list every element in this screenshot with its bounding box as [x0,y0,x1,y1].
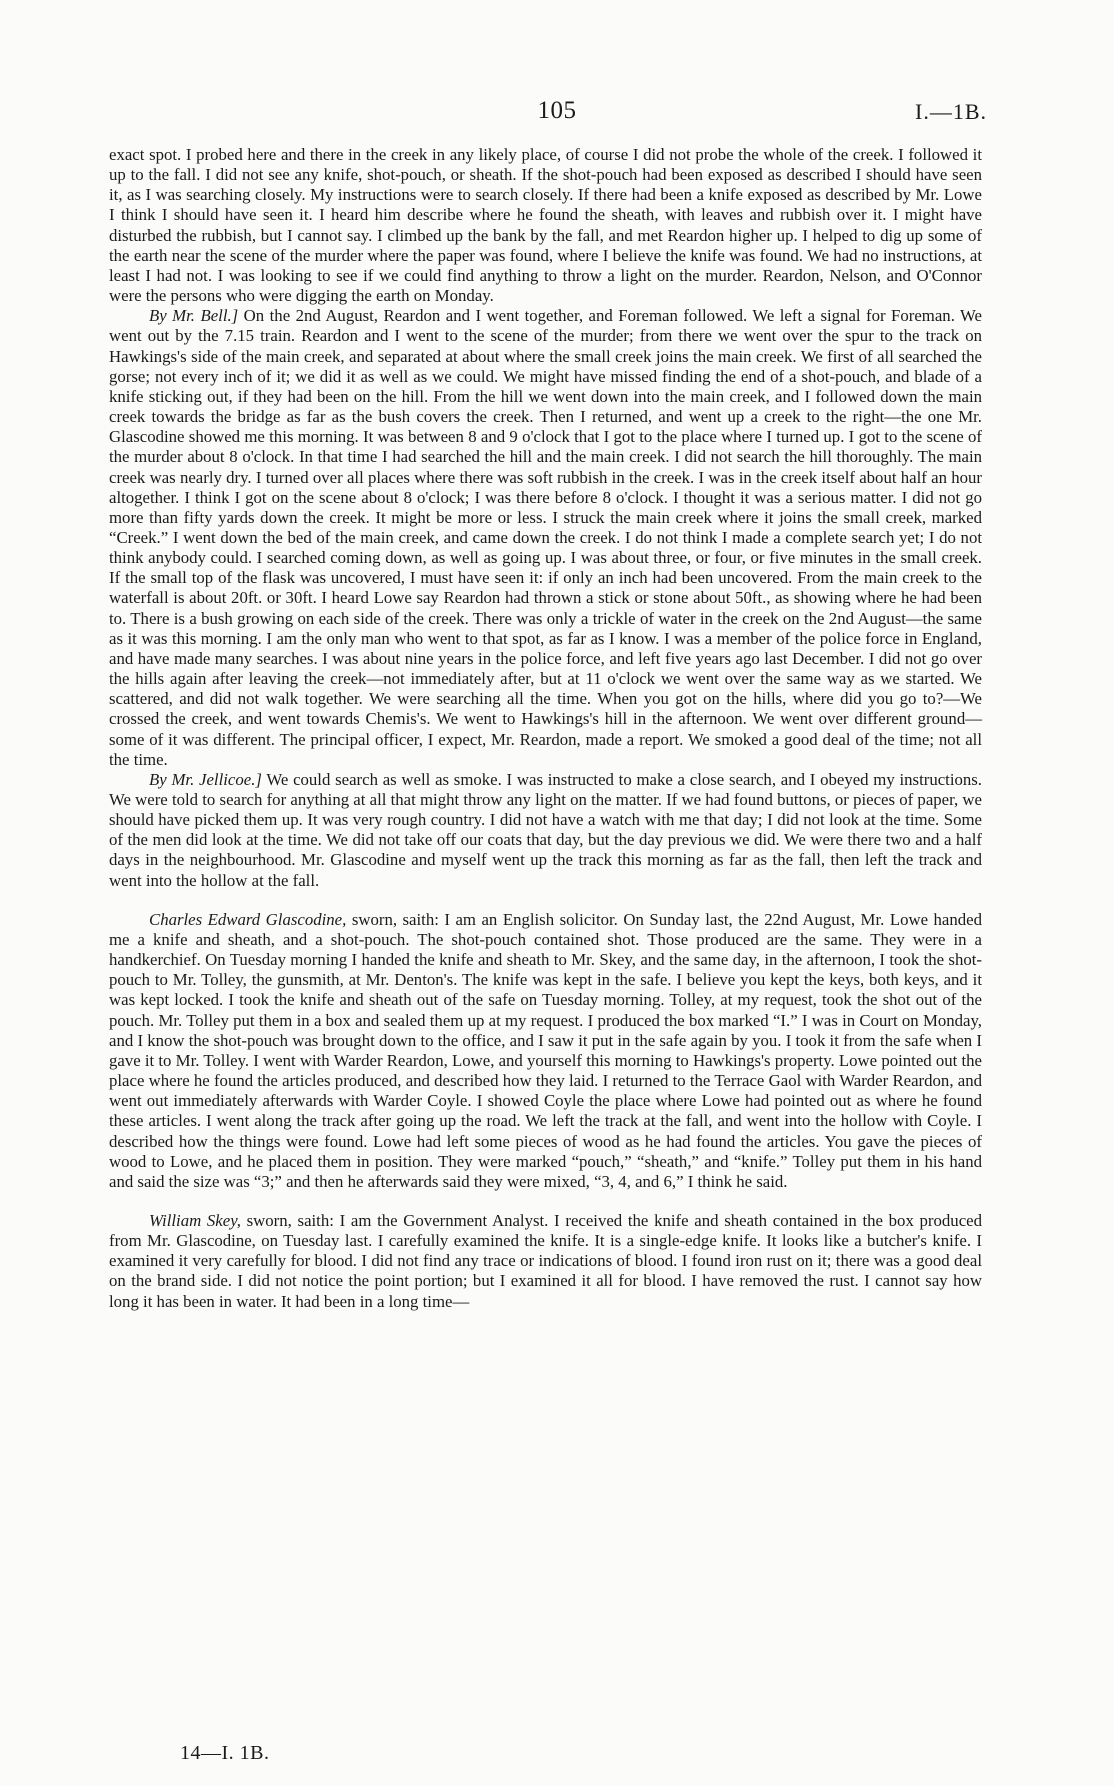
paragraph-text: On the 2nd August, Reardon and I went together, and Foreman followed. We left a signal for Foreman. We went out by the 7.15 train. Reardon and I went to the scene of the murder; from there we went over the spur to the track on Hawkings's side of the main creek, and separated at about where the small creek joins the main creek. We first of all searched the gorse; not every inch of it; we did it as well as we could. We might have missed finding the end of a shot-pouch, and blade of a knife sticking out, if they had been on the hill. From the hill we went down into the main creek, and I followed down the main creek towards the bridge as far as the bush covers the creek. Then I returned, and went up a creek to the right—the one Mr. Glascodine showed me this morning. It was between 8 and 9 o'clock that I got to the place where I turned up. I got to the scene of the murder about 8 o'clock. In that time I had searched the hill and the main creek. I did not search the hill thoroughly. The main creek was nearly dry. I turned over all places where there was soft rubbish in the creek. I was in the creek itself about half an hour altogether. I think I got on the scene about 8 o'clock; I was there before 8 o'clock. I thought it was a serious matter. I did not go more than fifty yards down the creek. It might be more or less. I struck the main creek where it joins the small creek, marked “Creek.” I went down the bed of the main creek, and came down the creek. I do not think I made a complete search yet; I do not think anybody could. I searched coming down, as well as going up. I was about three, or four, or five minutes in the small creek. If the small top of the flask was uncovered, I must have seen it: if only an inch had been uncovered. From the main creek to the waterfall is about 20ft. or 30ft. I heard Lowe say Reardon had thrown a stick or stone about 50ft., as showing where he had been to. There is a bush growing on each side of the creek. There was only a trickle of water in the creek on the 2nd August—the same as it was this morning. I am the only man who went to that spot, as far as I know. I was a member of the police force in England, and have made many searches. I was about nine years in the police force, and left five years ago last December. I did not go over the hills again after leaving the creek—not immediately after, but at 11 o'clock we went over the same way as we started. We scattered, and did not walk together. We were searching all the time. When you got on the hills, where did you go to?—We crossed the creek, and went towards Chemis's. We went to Hawkings's hill in the afternoon. We went over different ground—some of it was different. The principal officer, I expect, Mr. Reardon, made a report. We smoked a good deal of the time; not all the time. [109,306,982,769]
examiner-lead: By Mr. Bell.] [149,306,239,326]
paragraph-text: sworn, saith: I am an English solicitor. On Sunday last, the 22nd August, Mr. Lowe handed me a knife and sheath, and a shot-pouch. The shot-pouch contained shot. Those produced are the same. They were in a handkerchief. On Tuesday morning I handed the knife and sheath to Mr. Skey, and the same day, in the afternoon, I took the shot-pouch to Mr. Tolley, the gunsmith, at Mr. Denton's. The knife was kept in the safe. I believe you kept the keys, both keys, and it was kept locked. I took the knife and sheath out of the safe on Tuesday morning. Tolley, at my request, took the shot out of the pouch. Mr. Tolley put them in a box and sealed them up at my request. I produced the box marked “I.” I was in Court on Monday, and I know the shot-pouch was brought down to the office, and I saw it put in the safe again by you. I took it from the safe when I gave it to Mr. Tolley. I went with Warder Reardon, Lowe, and yourself this morning to Hawkings's property. Lowe pointed out the place where he found the articles produced, and described how they laid. I returned to the Terrace Gaol with Warder Reardon, and went out immediately afterwards with Warder Coyle. I showed Coyle the place where Lowe had pointed out as where he found these articles. I went along the track after going up the road. We left the track at the fall, and went into the hollow with Coyle. I described how the things were found. Lowe had left some pieces of wood as he had found the articles. You gave the pieces of wood to Lowe, and he placed them in position. They were marked “pouch,” “sheath,” and “knife.” Tolley put them in his hand and said the size was “3;” and then he afterwards said they were mixed, “3, 4, and 6,” I think he said. [109,909,982,1191]
paragraph [109,770,982,891]
signature-mark: 14—I. 1B. [180,1742,270,1764]
page-number: 105 [537,97,577,124]
document-reference: I.—1B. [915,99,987,124]
paragraph [109,145,982,306]
body-text [109,145,982,1312]
examiner-lead: By Mr. Jellicoe.] [149,769,262,789]
paragraph [109,910,982,1192]
paragraph-text: sworn, saith: I am the Government Analyst. I received the knife and sheath contained in the box produced from Mr. Glascodine, on Tuesday last. I carefully examined the knife. It is a single-edge knife. It looks like a butcher's knife. I examined it very carefully for blood. I did not find any trace or indications of blood. I found iron rust on it; there was a good deal on the brand side. I did not notice the point portion; but I examined it all for blood. I have removed the rust. I cannot say how long it has been in water. It had been in a long time— [109,1210,982,1311]
paragraph [109,1211,982,1312]
paragraph-text: We could search as well as smoke. I was instructed to make a close search, and I obeyed my instructions. We were told to search for anything at all that might throw any light on the matter. If we had found buttons, or pieces of paper, we should have picked them up. It was very rough country. I did not have a watch with me that day; I did not look at the time. Some of the men did look at the time. We did not take off our coats that day, but the day previous we did. We were there two and a half days in the neighbourhood. Mr. Glascodine and myself went up the track this morning as far as the fall, then left the track and went into the hollow at the fall. [109,769,982,890]
witness-name: Charles Edward Glascodine, [149,909,347,929]
paragraph-text: exact spot. I probed here and there in the creek in any likely place, of course I did not probe the whole of the creek. I followed it up to the fall. I did not see any knife, shot-pouch, or sheath. If the shot-pouch had been exposed as described I should have seen it, as I was searching closely. My instructions were to search closely. If there had been a knife exposed as described by Mr. Lowe I think I should have seen it. I heard him describe where he found the sheath, with leaves and rubbish over it. I might have disturbed the rubbish, but I cannot say. I climbed up the bank by the fall, and met Reardon higher up. I helped to dig up some of the earth near the scene of the murder where the paper was found, where I believe the knife was found. We had no instructions, at least I had not. I was looking to see if we could find anything to throw a light on the murder. Reardon, Nelson, and O'Connor were the persons who were digging the earth on Monday. [109,145,982,306]
paragraph [109,306,982,770]
witness-name: William Skey, [149,1210,241,1230]
